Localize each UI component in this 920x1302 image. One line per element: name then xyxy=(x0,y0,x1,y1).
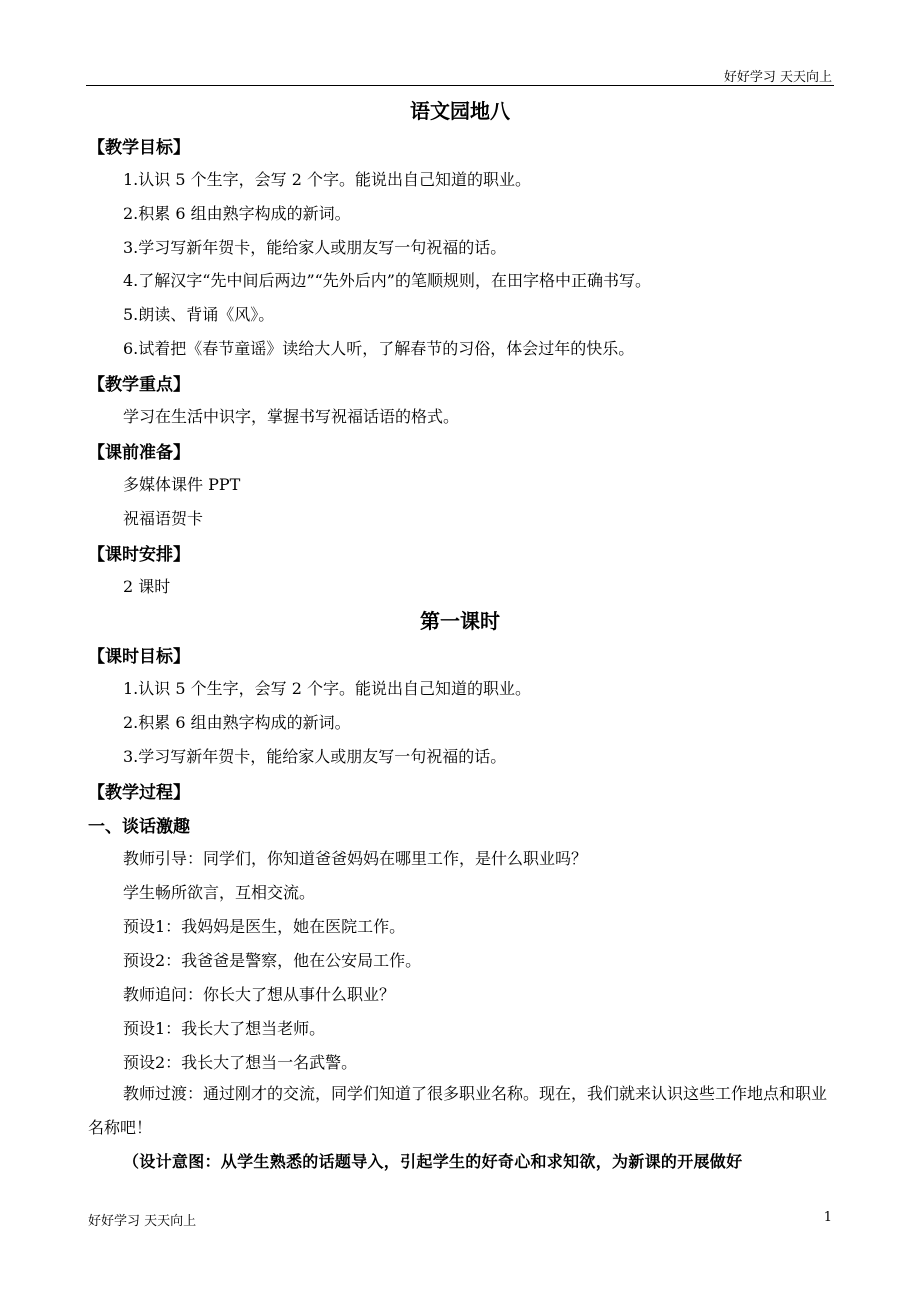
prep-item-2: 祝福语贺卡 xyxy=(123,509,204,528)
page-title: 语文园地八 xyxy=(410,99,510,123)
page-header-text: 好好学习 天天向上 xyxy=(723,70,832,85)
goal-line-3: 3.学习写新年贺卡，能给家人或朋友写一句祝福的话。 xyxy=(123,238,507,257)
focus-text: 学习在生活中识字，掌握书写祝福话语的格式。 xyxy=(123,407,460,426)
goal-line-1: 1.认识 5 个生字，会写 2 个字。能说出自己知道的职业。 xyxy=(123,170,531,189)
goal-line-5: 5.朗读、背诵《风》。 xyxy=(123,305,275,324)
section-goals-heading: 【教学目标】 xyxy=(88,138,190,158)
lesson-goal-line-3: 3.学习写新年贺卡，能给家人或朋友写一句祝福的话。 xyxy=(123,747,507,766)
section-schedule-heading: 【课时安排】 xyxy=(88,545,190,565)
schedule-text: 2 课时 xyxy=(123,577,171,596)
part1-heading: 一、谈话激趣 xyxy=(88,817,190,837)
part1-line-7: 预设2：我长大了想当一名武警。 xyxy=(123,1053,358,1072)
section-lesson-goals-heading: 【课时目标】 xyxy=(88,647,190,667)
part1-line-6: 预设1：我长大了想当老师。 xyxy=(123,1019,326,1038)
part1-line-4: 预设2：我爸爸是警察，他在公安局工作。 xyxy=(123,951,422,970)
goal-line-4: 4.了解汉字“先中间后两边”“先外后内”的笔顺规则，在田字格中正确书写。 xyxy=(123,271,651,290)
header-rule xyxy=(86,85,834,86)
goal-line-6: 6.试着把《春节童谣》读给大人听，了解春节的习俗，体会过年的快乐。 xyxy=(123,339,635,358)
page-footer-text: 好好学习 天天向上 xyxy=(88,1214,197,1229)
part1-line-3: 预设1：我妈妈是医生，她在医院工作。 xyxy=(123,917,406,936)
part1-line-1: 教师引导：同学们，你知道爸爸妈妈在哪里工作，是什么职业吗？ xyxy=(123,849,588,868)
section-focus-heading: 【教学重点】 xyxy=(88,375,190,395)
lesson-goal-line-2: 2.积累 6 组由熟字构成的新词。 xyxy=(123,713,351,732)
part1-line-5: 教师追问：你长大了想从事什么职业？ xyxy=(123,985,396,1004)
design-note: （设计意图：从学生熟悉的话题导入，引起学生的好奇心和求知欲，为新课的开展做好 xyxy=(123,1152,743,1171)
section-prep-heading: 【课前准备】 xyxy=(88,443,190,463)
lesson-title: 第一课时 xyxy=(420,609,500,633)
transition-paragraph: 教师过渡：通过刚才的交流，同学们知道了很多职业名称。现在，我们就来认识这些工作地点和职业名称吧！ xyxy=(88,1084,828,1137)
lesson-goal-line-1: 1.认识 5 个生字，会写 2 个字。能说出自己知道的职业。 xyxy=(123,679,531,698)
part1-line-2: 学生畅所欲言，互相交流。 xyxy=(123,883,316,902)
goal-line-2: 2.积累 6 组由熟字构成的新词。 xyxy=(123,204,351,223)
page-number: 1 xyxy=(823,1210,832,1225)
prep-item-1: 多媒体课件 PPT xyxy=(123,475,241,494)
section-process-heading: 【教学过程】 xyxy=(88,783,190,803)
